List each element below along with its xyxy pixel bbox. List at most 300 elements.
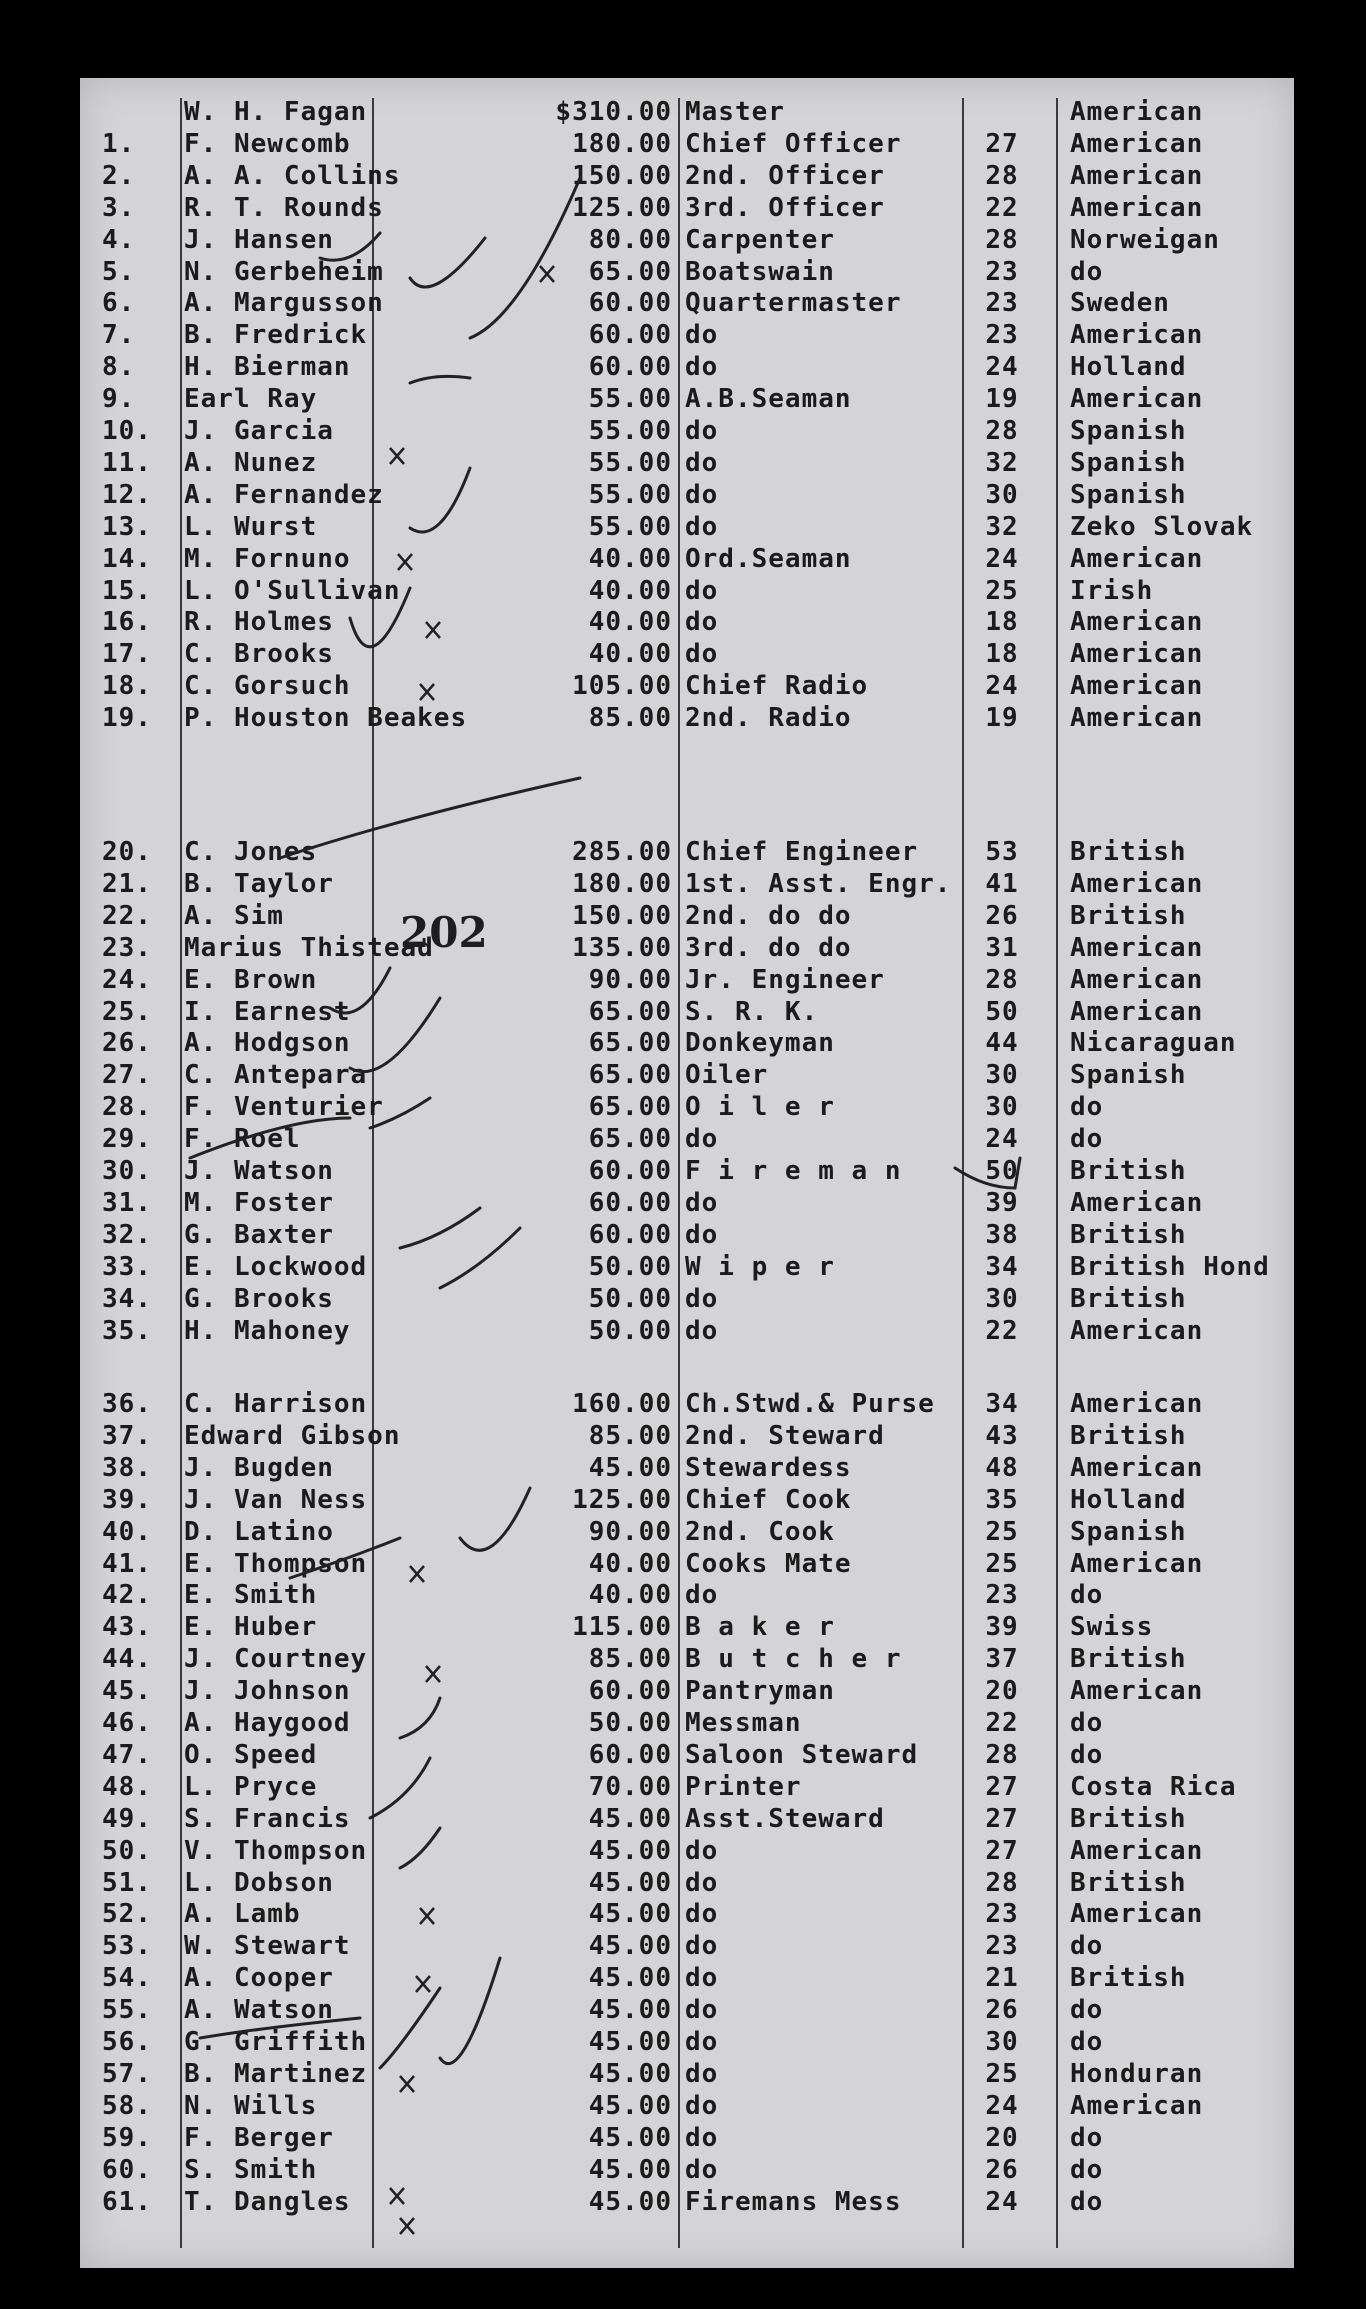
handwritten-check-marks: [80, 78, 1294, 2268]
crew-nationality: Spanish: [1070, 1060, 1187, 1091]
monthly-wage: 45.00: [588, 1931, 672, 1962]
crew-name: J. Johnson: [184, 1676, 351, 1707]
monthly-wage: 60.00: [588, 288, 672, 319]
crew-nationality: do: [1070, 2186, 1104, 2217]
crew-position: do: [685, 639, 719, 670]
crew-name: Marius Thistead: [184, 932, 434, 963]
row-number: 41.: [102, 1548, 152, 1579]
crew-nationality: British: [1070, 900, 1187, 931]
crew-position: do: [685, 2027, 719, 2057]
crew-name: A. Sim: [184, 900, 284, 931]
monthly-wage: 45.00: [588, 1835, 672, 1866]
monthly-wage: 45.00: [588, 2090, 672, 2121]
crew-nationality: American: [1070, 192, 1204, 223]
crew-name: V. Thompson: [184, 1835, 368, 1866]
crew-position: do: [685, 1187, 719, 1218]
crew-name: C. Gorsuch: [184, 671, 351, 702]
crew-nationality: British: [1070, 1283, 1187, 1314]
row-number: 36.: [102, 1389, 152, 1419]
crew-nationality: do: [1070, 1124, 1104, 1155]
row-number: 52.: [102, 1899, 152, 1930]
crew-position: B u t c h e r: [685, 1644, 902, 1675]
crew-nationality: Zeko Slovak: [1070, 511, 1254, 542]
crew-name: C. Antepara: [184, 1060, 368, 1091]
crew-position: Chief Radio: [685, 671, 869, 702]
crew-nationality: Irish: [1070, 575, 1154, 606]
crew-position: do: [685, 2154, 719, 2185]
crew-name: G. Baxter: [184, 1219, 334, 1250]
crew-nationality: do: [1070, 1739, 1104, 1770]
crew-nationality: do: [1070, 1092, 1104, 1123]
crew-age: 19: [985, 703, 1019, 734]
crew-position: Donkeyman: [685, 1028, 835, 1059]
crew-nationality: do: [1070, 256, 1104, 287]
crew-name: C. Harrison: [184, 1389, 368, 1419]
crew-age: 24: [985, 2090, 1019, 2121]
monthly-wage: 45.00: [588, 1867, 672, 1898]
monthly-wage: 45.00: [588, 1995, 672, 2026]
crew-position: do: [685, 511, 719, 542]
crew-nationality: do: [1070, 2027, 1104, 2057]
row-number: 31.: [102, 1187, 152, 1218]
crew-age: 39: [985, 1612, 1019, 1643]
crew-nationality: do: [1070, 2154, 1104, 2185]
monthly-wage: 115.00: [572, 1612, 672, 1643]
crew-position: do: [685, 1315, 719, 1346]
crew-nationality: British: [1070, 1644, 1187, 1675]
crew-position: Quartermaster: [685, 288, 902, 319]
crew-age: 35: [985, 1484, 1019, 1515]
crew-nationality: American: [1070, 996, 1204, 1027]
crew-position: Master: [685, 97, 785, 127]
crew-age: 39: [985, 1187, 1019, 1218]
row-number: 38.: [102, 1452, 152, 1483]
crew-name: E. Smith: [184, 1580, 318, 1611]
row-number: 32.: [102, 1219, 152, 1250]
monthly-wage: 45.00: [588, 1803, 672, 1834]
row-number: 20.: [102, 837, 152, 867]
crew-age: 50: [985, 1156, 1019, 1186]
crew-age: 27: [985, 1771, 1019, 1802]
crew-position: 3rd. Officer: [685, 192, 885, 223]
monthly-wage: 40.00: [588, 1580, 672, 1611]
crew-nationality: do: [1070, 1931, 1104, 1962]
monthly-wage: 45.00: [588, 1963, 672, 1994]
crew-nationality: do: [1070, 1995, 1104, 2026]
crew-position: do: [685, 1283, 719, 1314]
row-number: 18.: [102, 671, 152, 702]
crew-position: do: [685, 1867, 719, 1898]
monthly-wage: 65.00: [588, 256, 672, 287]
crew-nationality: Holland: [1070, 352, 1187, 383]
monthly-wage: 45.00: [588, 1899, 672, 1930]
crew-age: 28: [985, 160, 1019, 191]
crew-nationality: British: [1070, 1219, 1187, 1250]
crew-age: 24: [985, 352, 1019, 383]
crew-age: 34: [985, 1251, 1019, 1282]
row-number: 27.: [102, 1060, 152, 1091]
crew-nationality: American: [1070, 639, 1204, 670]
crew-position: Asst.Steward: [685, 1803, 885, 1834]
monthly-wage: 60.00: [588, 1739, 672, 1770]
crew-age: 30: [985, 479, 1019, 510]
crew-name: G. Griffith: [184, 2027, 368, 2057]
row-number: 39.: [102, 1484, 152, 1515]
crew-list-sheet: [80, 78, 1294, 2268]
crew-name: A. Cooper: [184, 1963, 334, 1994]
crew-position: do: [685, 1124, 719, 1155]
row-number: 29.: [102, 1124, 152, 1155]
crew-name: F. Venturier: [184, 1092, 384, 1123]
crew-age: 31: [985, 932, 1019, 963]
crew-nationality: Spanish: [1070, 479, 1187, 510]
row-number: 3.: [102, 192, 136, 223]
crew-age: 50: [985, 996, 1019, 1027]
monthly-wage: 45.00: [588, 1452, 672, 1483]
row-number: 60.: [102, 2154, 152, 2185]
crew-name: D. Latino: [184, 1516, 334, 1547]
crew-position: F i r e m a n: [685, 1156, 902, 1186]
crew-name: E. Brown: [184, 964, 318, 995]
row-number: 13.: [102, 511, 152, 542]
crew-age: 26: [985, 1995, 1019, 2026]
crew-position: do: [685, 416, 719, 446]
crew-nationality: American: [1070, 1187, 1204, 1218]
monthly-wage: 150.00: [572, 900, 672, 931]
row-number: 9.: [102, 384, 136, 415]
crew-age: 24: [985, 1124, 1019, 1155]
crew-age: 37: [985, 1644, 1019, 1675]
crew-name: Edward Gibson: [184, 1420, 401, 1451]
crew-position: Stewardess: [685, 1452, 852, 1483]
monthly-wage: 40.00: [588, 543, 672, 574]
crew-name: M. Fornuno: [184, 543, 351, 574]
crew-age: 28: [985, 224, 1019, 255]
monthly-wage: 85.00: [588, 703, 672, 734]
monthly-wage: 90.00: [588, 964, 672, 995]
monthly-wage: 90.00: [588, 1516, 672, 1547]
monthly-wage: 45.00: [588, 2122, 672, 2153]
crew-name: N. Wills: [184, 2090, 318, 2121]
monthly-wage: 65.00: [588, 1124, 672, 1155]
row-number: 42.: [102, 1580, 152, 1611]
crew-name: J. Watson: [184, 1156, 334, 1186]
crew-nationality: American: [1070, 1676, 1204, 1707]
crew-name: W. H. Fagan: [184, 97, 368, 127]
row-number: 48.: [102, 1771, 152, 1802]
crew-position: Printer: [685, 1771, 802, 1802]
row-number: 46.: [102, 1708, 152, 1738]
crew-age: 25: [985, 1548, 1019, 1579]
crew-age: 26: [985, 900, 1019, 931]
monthly-wage: 60.00: [588, 352, 672, 383]
crew-nationality: do: [1070, 1708, 1104, 1738]
row-number: 53.: [102, 1931, 152, 1962]
row-number: 35.: [102, 1315, 152, 1346]
crew-age: 19: [985, 384, 1019, 415]
row-number: 6.: [102, 288, 136, 319]
monthly-wage: 50.00: [588, 1315, 672, 1346]
monthly-wage: $310.00: [555, 97, 672, 127]
crew-age: 28: [985, 1739, 1019, 1770]
crew-position: Pantryman: [685, 1676, 835, 1707]
crew-name: L. Wurst: [184, 511, 318, 542]
crew-position: Jr. Engineer: [685, 964, 885, 995]
row-number: 37.: [102, 1420, 152, 1451]
crew-age: 43: [985, 1420, 1019, 1451]
monthly-wage: 85.00: [588, 1420, 672, 1451]
monthly-wage: 160.00: [572, 1389, 672, 1419]
crew-age: 41: [985, 868, 1019, 899]
row-number: 14.: [102, 543, 152, 574]
monthly-wage: 55.00: [588, 416, 672, 446]
crew-name: F. Roel: [184, 1124, 301, 1155]
crew-name: E. Huber: [184, 1612, 318, 1643]
row-number: 17.: [102, 639, 152, 670]
crew-name: J. Courtney: [184, 1644, 368, 1675]
monthly-wage: 60.00: [588, 1156, 672, 1186]
monthly-wage: 40.00: [588, 639, 672, 670]
crew-name: A. Fernandez: [184, 479, 384, 510]
crew-nationality: American: [1070, 1315, 1204, 1346]
crew-position: do: [685, 447, 719, 478]
crew-name: S. Francis: [184, 1803, 351, 1834]
crew-position: Chief Engineer: [685, 837, 919, 867]
crew-nationality: Sweden: [1070, 288, 1170, 319]
row-number: 4.: [102, 224, 136, 255]
crew-age: 25: [985, 1516, 1019, 1547]
monthly-wage: 60.00: [588, 1219, 672, 1250]
crew-name: M. Foster: [184, 1187, 334, 1218]
row-number: 24.: [102, 964, 152, 995]
crew-name: B. Fredrick: [184, 320, 368, 351]
crew-nationality: American: [1070, 607, 1204, 638]
crew-age: 30: [985, 2027, 1019, 2057]
crew-name: J. Bugden: [184, 1452, 334, 1483]
monthly-wage: 60.00: [588, 320, 672, 351]
row-number: 43.: [102, 1612, 152, 1643]
crew-position: 1st. Asst. Engr.: [685, 868, 952, 899]
crew-nationality: American: [1070, 160, 1204, 191]
monthly-wage: 45.00: [588, 2058, 672, 2089]
crew-name: F. Berger: [184, 2122, 334, 2153]
crew-position: do: [685, 479, 719, 510]
monthly-wage: 285.00: [572, 837, 672, 867]
crew-age: 32: [985, 447, 1019, 478]
crew-position: do: [685, 2058, 719, 2089]
row-number: 51.: [102, 1867, 152, 1898]
crew-nationality: do: [1070, 1580, 1104, 1611]
monthly-wage: 80.00: [588, 224, 672, 255]
crew-age: 25: [985, 575, 1019, 606]
crew-position: do: [685, 1899, 719, 1930]
monthly-wage: 55.00: [588, 384, 672, 415]
crew-position: B a k e r: [685, 1612, 835, 1643]
crew-nationality: British: [1070, 1963, 1187, 1994]
crew-nationality: Spanish: [1070, 447, 1187, 478]
crew-position: 2nd. Officer: [685, 160, 885, 191]
crew-position: Chief Cook: [685, 1484, 852, 1515]
crew-name: C. Jones: [184, 837, 318, 867]
monthly-wage: 60.00: [588, 1187, 672, 1218]
crew-name: R. T. Rounds: [184, 192, 384, 223]
crew-name: L. O'Sullivan: [184, 575, 401, 606]
crew-position: Chief Officer: [685, 128, 902, 159]
crew-age: 27: [985, 1835, 1019, 1866]
crew-nationality: American: [1070, 1389, 1204, 1419]
crew-name: E. Thompson: [184, 1548, 368, 1579]
crew-age: 26: [985, 2154, 1019, 2185]
row-number: 16.: [102, 607, 152, 638]
crew-name: J. Van Ness: [184, 1484, 368, 1515]
crew-name: F. Newcomb: [184, 128, 351, 159]
crew-nationality: do: [1070, 2122, 1104, 2153]
crew-nationality: Costa Rica: [1070, 1771, 1237, 1802]
crew-nationality: American: [1070, 1548, 1204, 1579]
crew-position: O i l e r: [685, 1092, 835, 1123]
row-number: 50.: [102, 1835, 152, 1866]
crew-position: S. R. K.: [685, 996, 819, 1027]
crew-age: 20: [985, 2122, 1019, 2153]
row-number: 26.: [102, 1028, 152, 1059]
row-number: 40.: [102, 1516, 152, 1547]
crew-position: Ch.Stwd.& Purse: [685, 1389, 935, 1419]
crew-name: A. Margusson: [184, 288, 384, 319]
crew-name: B. Martinez: [184, 2058, 368, 2089]
crew-position: Cooks Mate: [685, 1548, 852, 1579]
row-number: 56.: [102, 2027, 152, 2057]
crew-position: 2nd. Radio: [685, 703, 852, 734]
monthly-wage: 60.00: [588, 1676, 672, 1707]
monthly-wage: 40.00: [588, 607, 672, 638]
crew-age: 24: [985, 2186, 1019, 2217]
row-number: 1.: [102, 128, 136, 159]
row-number: 5.: [102, 256, 136, 287]
row-number: 22.: [102, 900, 152, 931]
monthly-wage: 50.00: [588, 1708, 672, 1738]
crew-position: A.B.Seaman: [685, 384, 852, 415]
crew-name: A. Haygood: [184, 1708, 351, 1738]
crew-name: J. Hansen: [184, 224, 334, 255]
monthly-wage: 55.00: [588, 511, 672, 542]
row-number: 21.: [102, 868, 152, 899]
crew-position: do: [685, 1963, 719, 1994]
crew-position: Firemans Mess: [685, 2186, 902, 2217]
monthly-wage: 45.00: [588, 2154, 672, 2185]
crew-position: do: [685, 1580, 719, 1611]
crew-name: A. Watson: [184, 1995, 334, 2026]
crew-age: 23: [985, 288, 1019, 319]
crew-age: 27: [985, 1803, 1019, 1834]
row-number: 25.: [102, 996, 152, 1027]
crew-age: 24: [985, 543, 1019, 574]
crew-position: do: [685, 1219, 719, 1250]
crew-name: I. Earnest: [184, 996, 351, 1027]
crew-name: Earl Ray: [184, 384, 318, 415]
crew-nationality: Spanish: [1070, 416, 1187, 446]
crew-name: R. Holmes: [184, 607, 334, 638]
crew-age: 23: [985, 1580, 1019, 1611]
crew-name: T. Dangles: [184, 2186, 351, 2217]
monthly-wage: 125.00: [572, 1484, 672, 1515]
monthly-wage: 55.00: [588, 479, 672, 510]
crew-name: W. Stewart: [184, 1931, 351, 1962]
monthly-wage: 105.00: [572, 671, 672, 702]
crew-position: do: [685, 575, 719, 606]
crew-position: Oiler: [685, 1060, 769, 1091]
row-number: 2.: [102, 160, 136, 191]
crew-age: 53: [985, 837, 1019, 867]
crew-nationality: American: [1070, 1835, 1204, 1866]
crew-age: 22: [985, 192, 1019, 223]
crew-nationality: American: [1070, 543, 1204, 574]
row-number: 45.: [102, 1676, 152, 1707]
row-number: 7.: [102, 320, 136, 351]
crew-nationality: American: [1070, 964, 1204, 995]
row-number: 57.: [102, 2058, 152, 2089]
row-number: 8.: [102, 352, 136, 383]
monthly-wage: 55.00: [588, 447, 672, 478]
crew-position: do: [685, 1995, 719, 2026]
crew-nationality: British Hond: [1070, 1251, 1270, 1282]
row-number: 47.: [102, 1739, 152, 1770]
monthly-wage: 40.00: [588, 1548, 672, 1579]
handwritten-page-number: 202: [400, 908, 488, 957]
crew-age: 24: [985, 671, 1019, 702]
crew-age: 22: [985, 1708, 1019, 1738]
crew-age: 48: [985, 1452, 1019, 1483]
row-number: 11.: [102, 447, 152, 478]
crew-position: W i p e r: [685, 1251, 835, 1282]
crew-position: 2nd. Cook: [685, 1516, 835, 1547]
monthly-wage: 135.00: [572, 932, 672, 963]
crew-name: S. Smith: [184, 2154, 318, 2185]
crew-age: 30: [985, 1092, 1019, 1123]
crew-name: G. Brooks: [184, 1283, 334, 1314]
crew-nationality: American: [1070, 671, 1204, 702]
monthly-wage: 65.00: [588, 1092, 672, 1123]
crew-position: do: [685, 320, 719, 351]
row-number: 30.: [102, 1156, 152, 1186]
row-number: 10.: [102, 416, 152, 446]
crew-nationality: British: [1070, 837, 1187, 867]
crew-age: 23: [985, 320, 1019, 351]
row-number: 33.: [102, 1251, 152, 1282]
row-number: 15.: [102, 575, 152, 606]
row-number: 54.: [102, 1963, 152, 1994]
monthly-wage: 50.00: [588, 1283, 672, 1314]
crew-name: A. Nunez: [184, 447, 318, 478]
crew-position: do: [685, 352, 719, 383]
crew-nationality: British: [1070, 1420, 1187, 1451]
crew-name: P. Houston Beakes: [184, 703, 468, 734]
crew-position: Ord.Seaman: [685, 543, 852, 574]
monthly-wage: 45.00: [588, 2027, 672, 2057]
crew-name: N. Gerbeheim: [184, 256, 384, 287]
crew-position: Boatswain: [685, 256, 835, 287]
crew-nationality: American: [1070, 1899, 1204, 1930]
monthly-wage: 65.00: [588, 996, 672, 1027]
row-number: 28.: [102, 1092, 152, 1123]
crew-position: Carpenter: [685, 224, 835, 255]
row-number: 49.: [102, 1803, 152, 1834]
crew-name: L. Dobson: [184, 1867, 334, 1898]
crew-position: do: [685, 2122, 719, 2153]
crew-nationality: American: [1070, 384, 1204, 415]
crew-nationality: American: [1070, 868, 1204, 899]
crew-name: L. Pryce: [184, 1771, 318, 1802]
crew-position: Messman: [685, 1708, 802, 1738]
